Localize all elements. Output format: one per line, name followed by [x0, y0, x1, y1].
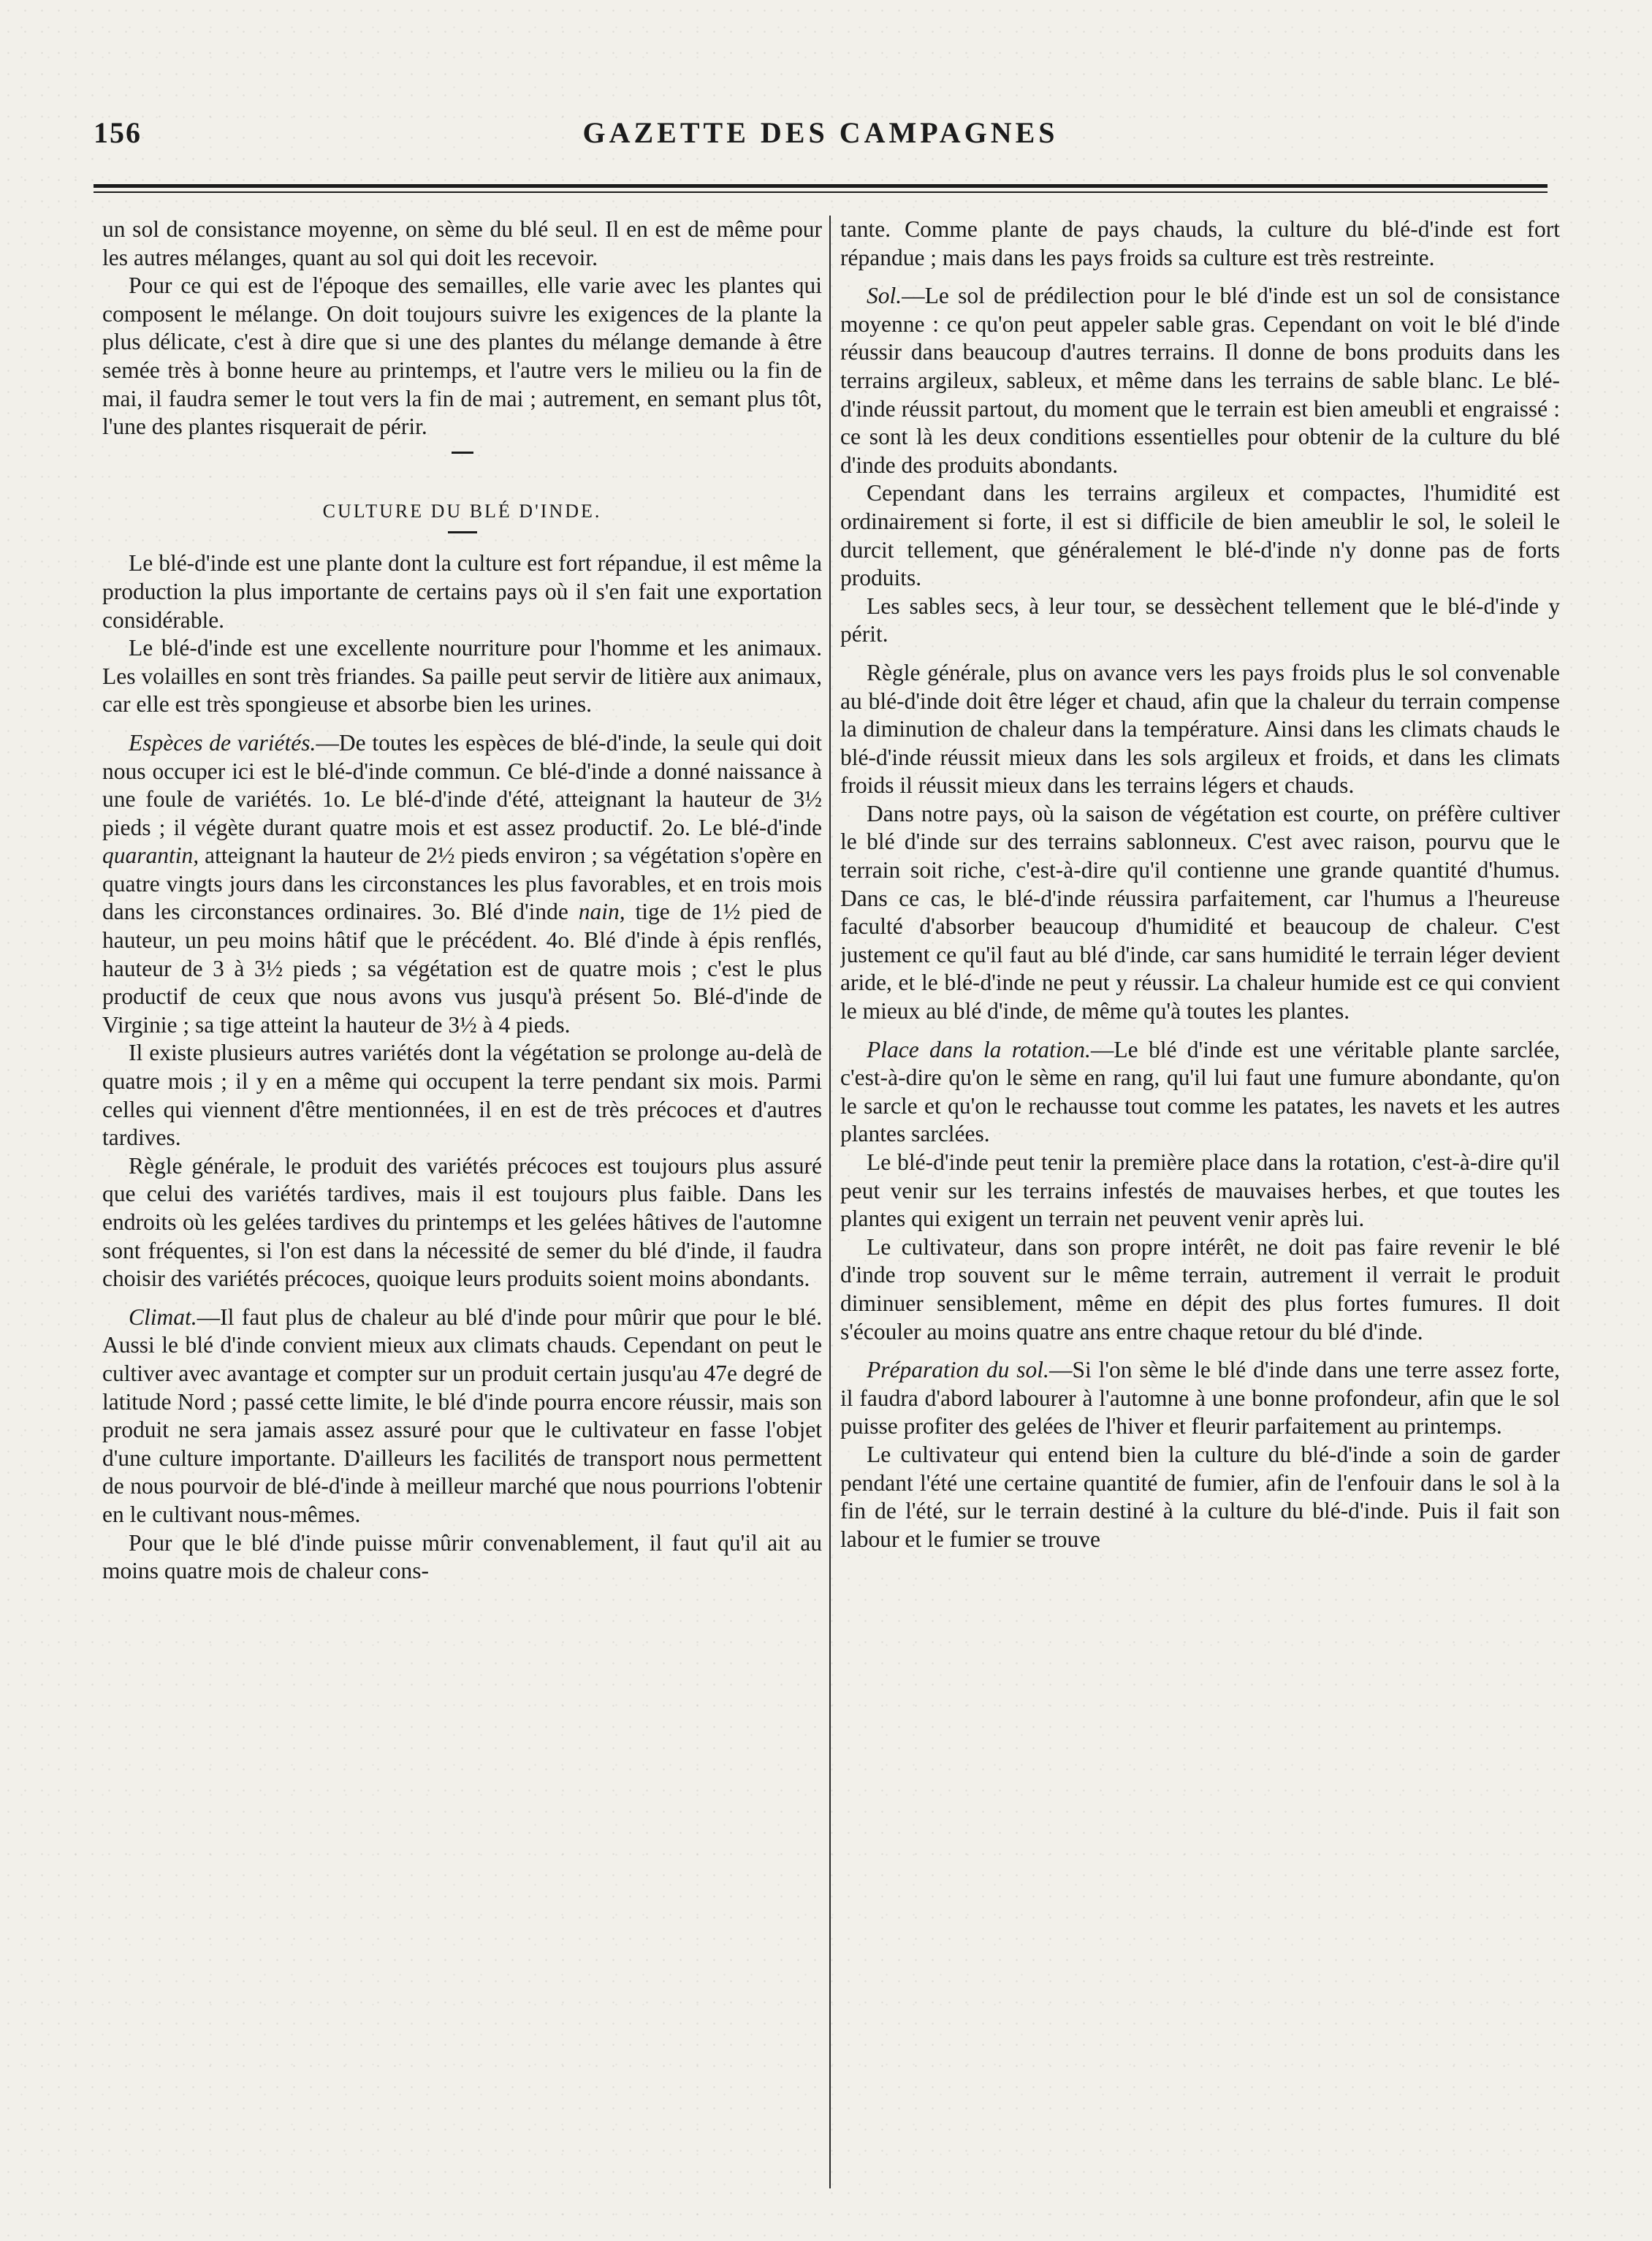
- paragraph-rotation: [840, 1036, 1560, 1149]
- paragraph: Règle générale, le produit des variétés précoces est toujours plus assuré que celui des variétés tardives, mais il est toujours plus faible. Dans les endroits où les gelées tardives du printemps et les gelées hâtives de l'automne sont fréquentes, si l'on est dans la nécessité de semer du blé d'inde, il faudra choisir des variétés précoces, quoique leurs produits soient moins abondants.: [102, 1152, 822, 1292]
- paragraph: Il existe plusieurs autres variétés dont la végétation se prolonge au-delà de quatre mois ; il y en a même qui occupent la terre pendant six mois. Parmi celles qui viennent d'être mentionnées, il en est de très précoces et d'autres tardives.: [102, 1040, 822, 1151]
- paragraph-climate: [102, 1304, 822, 1529]
- paragraph-label: Espèces de variétés.: [129, 729, 316, 756]
- section-dash: [448, 531, 477, 533]
- paragraph: Pour que le blé d'inde puisse mûrir convenablement, il faut qu'il ait au moins quatre mois de chaleur cons-: [102, 1529, 822, 1584]
- header-rule-thick: [94, 184, 1548, 188]
- paragraph: Le blé-d'inde est une excellente nourriture pour l'homme et les animaux. Les volailles en sont très friandes. Sa paille peut servir de litière aux animaux, car elle est très spongieuse et absorbe bien les urines.: [102, 635, 822, 718]
- paragraph-varieties: [102, 729, 822, 1040]
- variety-name: quarantin,: [102, 842, 199, 869]
- paragraph: Les sables secs, à leur tour, se dessèchent tellement que le blé-d'inde y périt.: [840, 593, 1560, 647]
- paragraph-text: —Le blé d'inde est une véritable plante sarclée, c'est-à-dire qu'on le sème en rang, qu'il lui faut une fumure abondante, qu'on le sarcle et qu'on le rechausse tout comme les patates, les navets et les autres plantes sarclées.: [840, 1036, 1560, 1147]
- paragraph: Le cultivateur qui entend bien la culture du blé-d'inde a soin de garder pendant l'été une certaine quantité de fumier, afin de l'enfouir dans le sol à la fin de l'été, sur le terrain destiné à la culture du blé-d'inde. Puis il fait son labour et le fumier se trouve: [840, 1441, 1560, 1552]
- paragraph-text: —Il faut plus de chaleur au blé d'inde pour mûrir que pour le blé. Aussi le blé d'inde convient mieux aux climats chauds. Cependant on peut le cultiver avec avantage et compter sur un produit certain jusqu'au 47e degré de latitude Nord ; passé cette limite, le blé d'inde pourra encore réussir, mais son produit ne sera jamais assez assuré pour que le cultivateur en fasse l'objet d'une culture importante. D'ailleurs les facilités de transport nous permettent de nous pourvoir de blé-d'inde à meilleur marché que nous pourrions l'obtenir en le cultivant nous-mêmes.: [102, 1304, 822, 1527]
- paragraph: tante. Comme plante de pays chauds, la culture du blé-d'inde est fort répandue ; mais dans les pays froids sa culture est très restreinte.: [840, 216, 1560, 270]
- paragraph-text: —Le sol de prédilection pour le blé d'inde est un sol de consistance moyenne : ce qu'on peut appeler sable gras. Cependant on voit le blé d'inde réussir dans beaucoup d'autres terrains. Il donne de bons produits dans les terrains argileux, sableux, et même dans les terrains de sable blanc. Le blé-d'inde réussit partout, du moment que le terrain est bien ameubli et engraissé : ce sont là les deux conditions essentielles pour obtenir de la culture du blé d'inde des produits abondants.: [840, 283, 1560, 478]
- page-header: [94, 115, 1548, 159]
- column-divider: [829, 216, 831, 2188]
- paragraph-text: —De toutes les espèces de blé-d'inde, la seule qui doit nous occuper ici est le blé-d'inde commun. Ce blé-d'inde a donné naissance à une foule de variétés. 1o. Le blé-d'inde d'été, atteignant la hauteur de 3½ pieds ; il végète durant quatre mois et est assez productif. 2o. Le blé-d'inde: [102, 729, 822, 840]
- page-number: 156: [94, 116, 142, 149]
- separator-dash: [452, 452, 473, 454]
- paragraph-label: Place dans la rotation.: [867, 1036, 1091, 1062]
- paragraph-label: Climat.: [129, 1304, 197, 1330]
- paragraph-text: tige de 1½ pied de hauteur, un peu moins hâtif que le précédent. 4o. Blé d'inde à épis renflés, hauteur de 3 à 3½ pieds ; sa végétation est de quatre mois ; c'est le plus productif de ceux que nous avons vus jusqu'à présent 5o. Blé-d'inde de Virginie ; sa tige atteint la hauteur de 3½ à 4 pieds.: [102, 899, 822, 1038]
- paragraph: un sol de consistance moyenne, on sème du blé seul. Il en est de même pour les autres mélanges, quant au sol qui doit les recevoir.: [102, 216, 822, 270]
- paragraph: Le blé-d'inde peut tenir la première place dans la rotation, c'est-à-dire qu'il peut venir sur les terrains infestés de mauvaises herbes, et que toutes les plantes qui exigent un terrain net peuvent venir après lui.: [840, 1149, 1560, 1232]
- paragraph: Le blé-d'inde est une plante dont la culture est fort répandue, il est même la production la plus importante de certains pays où il s'en fait une exportation considérable.: [102, 550, 822, 633]
- right-column: [840, 216, 1560, 2188]
- paragraph-label: Préparation du sol.: [867, 1357, 1049, 1383]
- header-rule-thin: [94, 191, 1548, 193]
- section-title: CULTURE DU BLÉ D'INDE.: [322, 500, 602, 522]
- paragraph: Règle générale, plus on avance vers les pays froids plus le sol convenable au blé-d'inde doit être léger et chaud, afin que la chaleur du terrain compense la diminution de chaleur dans la température. Ainsi dans les climats chauds le blé-d'inde réussit mieux dans les sols argileux et froids, et dans les climats froids il réussit mieux dans les terrains légers et chauds.: [840, 659, 1560, 799]
- left-column: [102, 216, 822, 2188]
- variety-name: nain,: [578, 899, 625, 925]
- paragraph-text: —Si l'on sème le blé d'inde dans une terre assez forte, il faudra d'abord labourer à l'automne à une bonne profondeur, afin que le sol puisse profiter des gelées de l'hiver et fleurir parfaitement au printemps.: [840, 1357, 1560, 1439]
- paragraph-soil: [840, 282, 1560, 479]
- paragraph: Le cultivateur, dans son propre intérêt, ne doit pas faire revenir le blé d'inde trop souvent sur le même terrain, autrement il verrait le produit diminuer sensiblement, même en dépit des plus fortes fumures. Il doit s'écouler au moins quatre ans entre chaque retour du blé d'inde.: [840, 1233, 1560, 1344]
- paragraph-label: Sol.: [867, 283, 902, 309]
- paragraph: Cependant dans les terrains argileux et compactes, l'humidité est ordinairement si forte, il est si difficile de bien ameublir le sol, le soleil le durcit tellement, que généralement le blé-d'inde n'y donne pas de forts produits.: [840, 480, 1560, 591]
- paragraph: Pour ce qui est de l'époque des semailles, elle varie avec les plantes qui composent le mélange. On doit toujours suivre les exigences de la plante la plus délicate, c'est à dire que si une des plantes du mélange demande à être semée très à bonne heure au printemps, et l'autre vers le milieu ou la fin de mai, il faudra semer le tout vers la fin de mai ; autrement, en semant plus tôt, l'une des plantes risquerait de périr.: [102, 273, 822, 440]
- paragraph-preparation: [840, 1356, 1560, 1441]
- paragraph: Dans notre pays, où la saison de végétation est courte, on préfère cultiver le blé d'inde sur des terrains sablonneux. C'est avec raison, pourvu que le terrain soit riche, c'est-à-dire qu'il contienne une grande quantité d'humus. Dans ce cas, le blé-d'inde réussira parfaitement, car l'humus a l'heureuse faculté d'absorber beaucoup d'humidité et beaucoup de chaleur. C'est justement ce qu'il faut au blé d'inde, car sans humidité le terrain léger devient aride, et le blé-d'inde ne peut y réussir. La chaleur humide est ce qui convient le mieux au blé d'inde, de même qu'à toutes les plantes.: [840, 800, 1560, 1024]
- paragraph-text: atteignant la hauteur de 2½ pieds environ ; sa végétation s'opère en quatre vingts jours dans les circonstances les plus favorables, et en trois mois dans les circonstances ordinaires. 3o. Blé d'inde: [102, 842, 822, 925]
- running-title: GAZETTE DES CAMPAGNES: [582, 116, 1059, 149]
